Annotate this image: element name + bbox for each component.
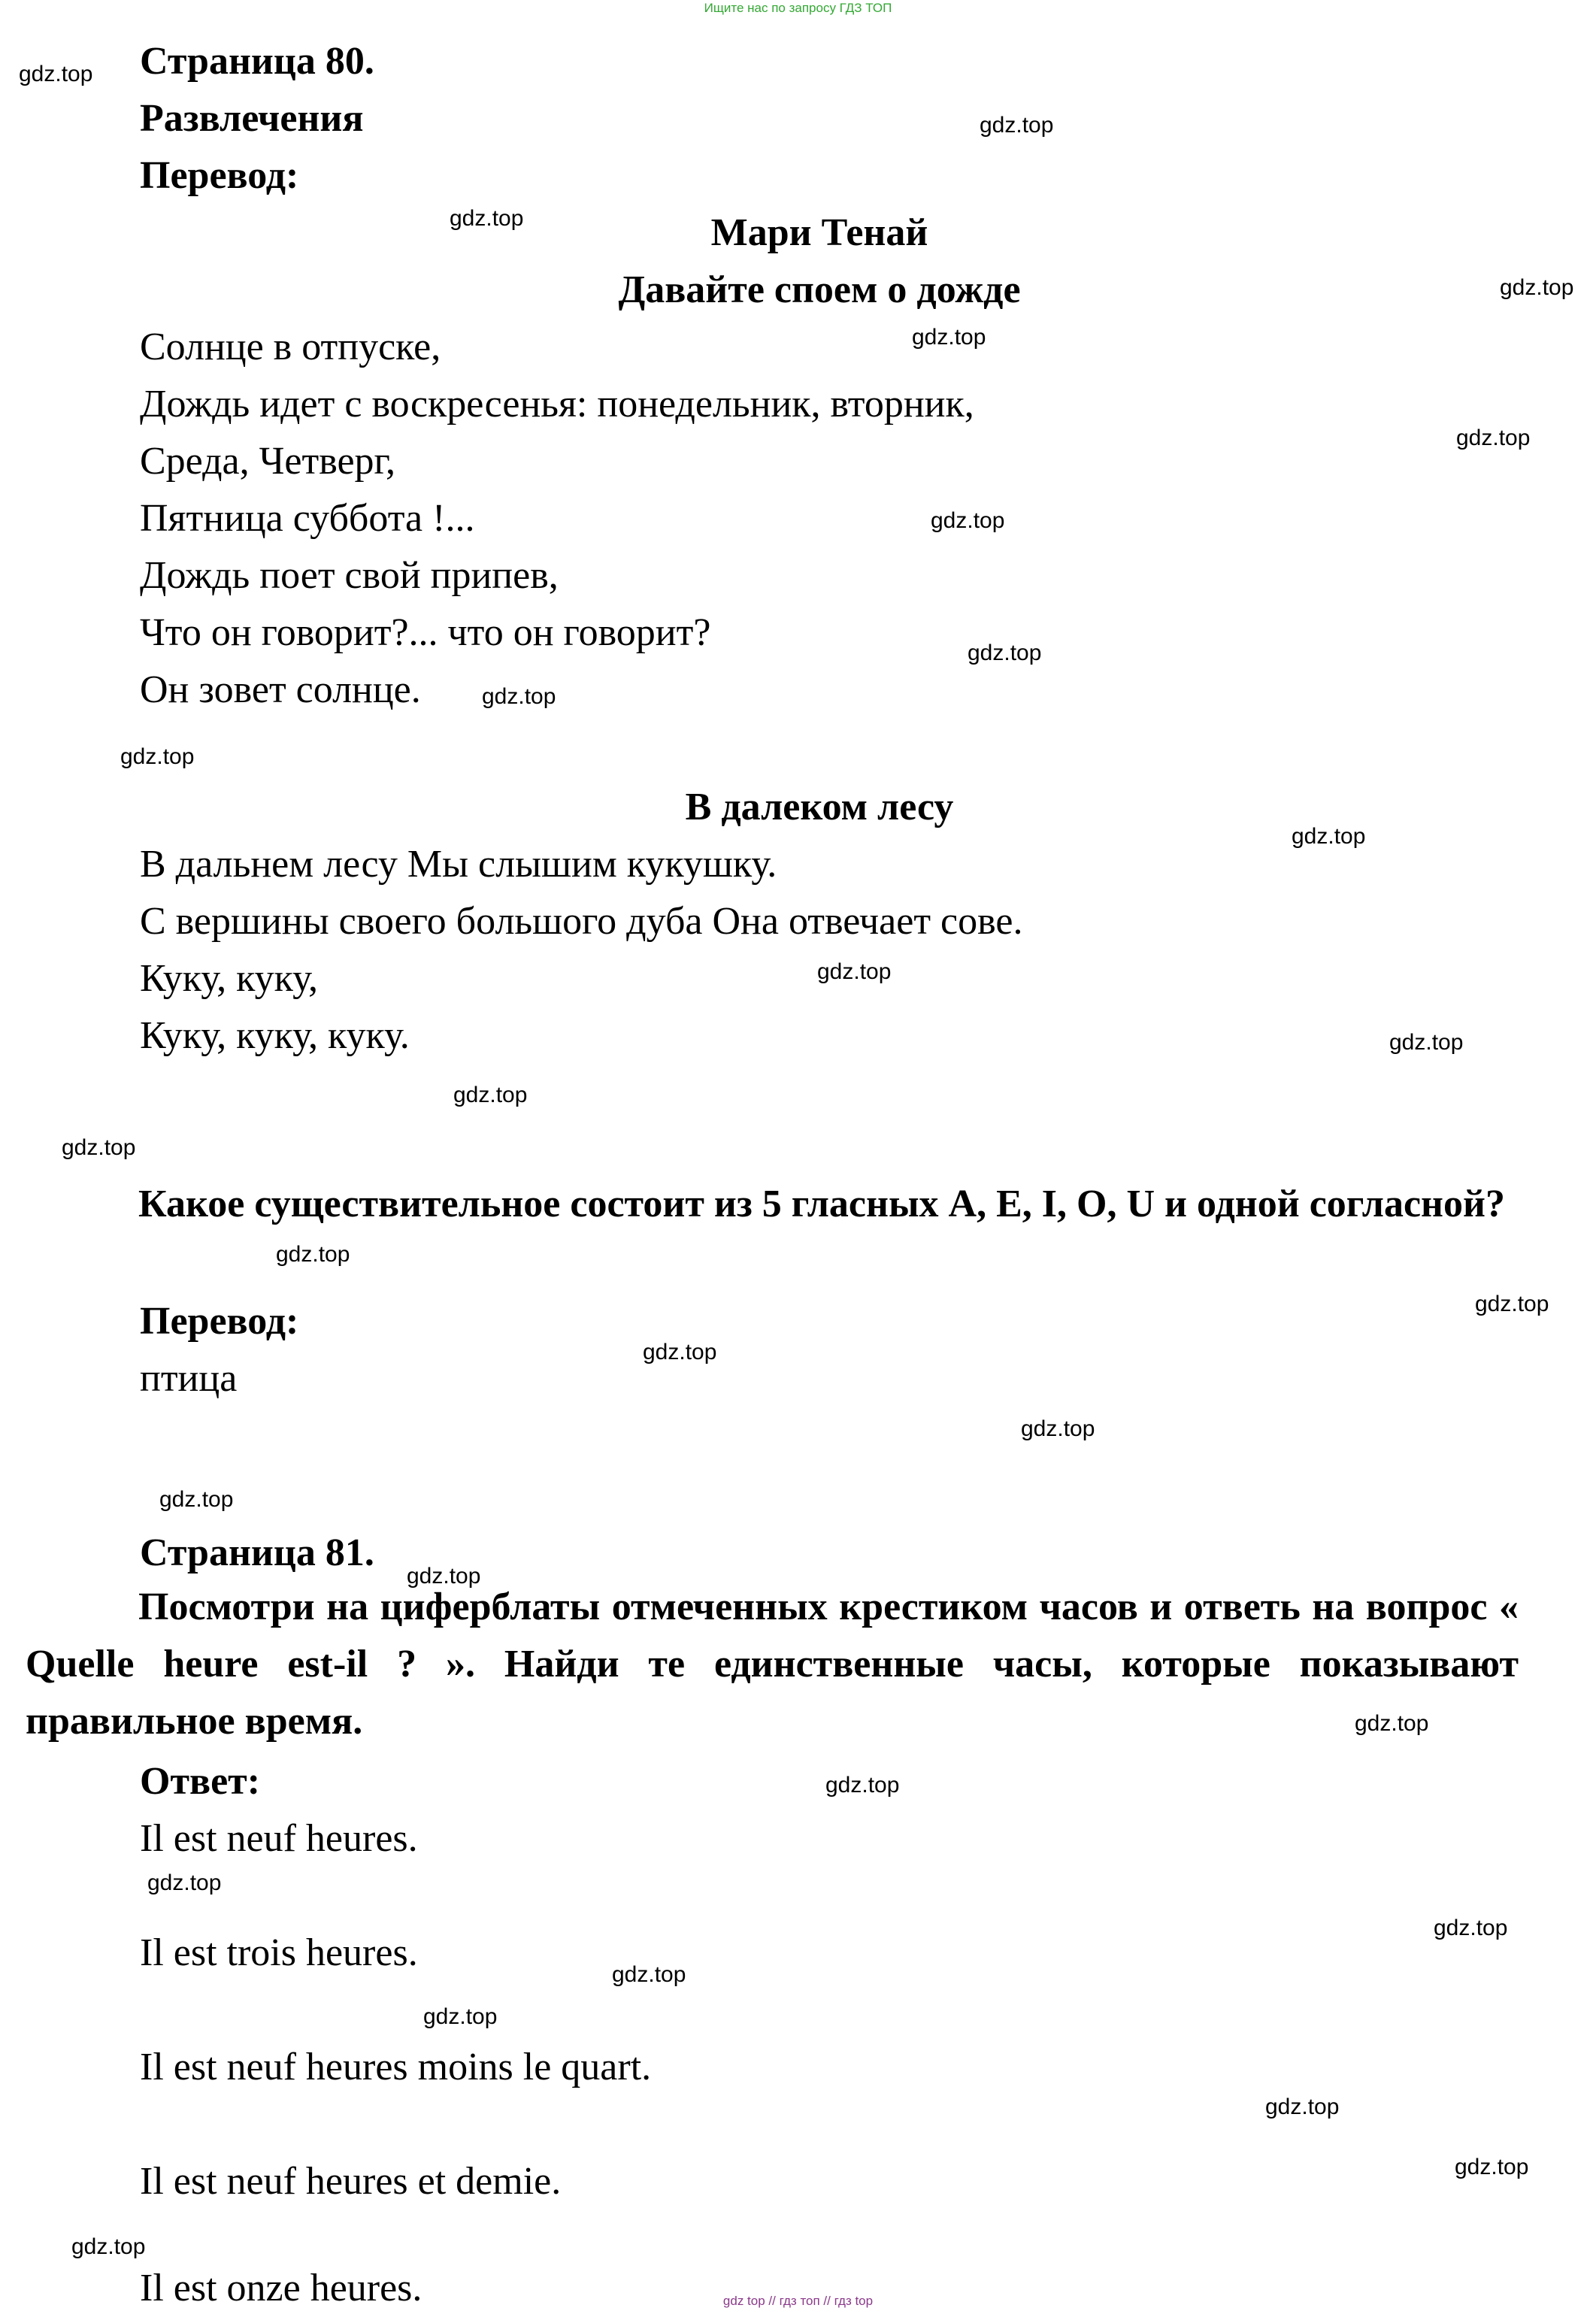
- bottom-banner[interactable]: gdz top // гдз топ // гдз top: [722, 2294, 874, 2308]
- watermark: gdz.top: [1455, 2155, 1529, 2179]
- watermark: gdz.top: [968, 641, 1042, 665]
- watermark: gdz.top: [1355, 1711, 1429, 1736]
- watermark: gdz.top: [1021, 1416, 1095, 1441]
- poem2-line: Куку, куку, куку.: [140, 1014, 410, 1057]
- poem1-line: Он зовет солнце.: [140, 668, 421, 711]
- watermark: gdz.top: [276, 1242, 350, 1267]
- top-search-banner[interactable]: Ищите нас по запросу ГДЗ ТОП: [704, 1, 892, 15]
- section-title: Развлечения: [140, 97, 364, 140]
- poem1-line: Дождь поет свой припев,: [140, 554, 559, 597]
- watermark: gdz.top: [931, 508, 1005, 533]
- page-80-heading: Страница 80.: [140, 40, 374, 83]
- watermark: gdz.top: [450, 206, 524, 231]
- riddle-translation-label: Перевод:: [140, 1300, 299, 1343]
- watermark: gdz.top: [1292, 824, 1366, 849]
- watermark: gdz.top: [1434, 1916, 1508, 1940]
- answer-line: Il est trois heures.: [140, 1931, 418, 1974]
- poem1-line: Среда, Четверг,: [140, 440, 396, 483]
- watermark: gdz.top: [643, 1340, 717, 1364]
- poem1-line: Что он говорит?... что он говорит?: [140, 611, 711, 654]
- poem1-title: Давайте споем о дожде: [618, 268, 1021, 311]
- watermark: gdz.top: [482, 684, 556, 709]
- answer-line: Il est neuf heures et demie.: [140, 2160, 562, 2203]
- answer-line: Il est neuf heures moins le quart.: [140, 2046, 652, 2088]
- watermark: gdz.top: [1500, 275, 1574, 300]
- watermark: gdz.top: [19, 62, 93, 86]
- watermark: gdz.top: [62, 1135, 136, 1160]
- answer-line: Il est onze heures.: [140, 2267, 422, 2309]
- watermark: gdz.top: [1456, 426, 1531, 450]
- poem2-line: С вершины своего большого дуба Она отвечает сове.: [140, 900, 1023, 943]
- watermark: gdz.top: [825, 1773, 900, 1798]
- poem1-line: Солнце в отпуске,: [140, 326, 441, 368]
- poem1-line: Пятница суббота !...: [140, 497, 475, 540]
- poem2-title: В далеком лесу: [685, 786, 954, 828]
- watermark: gdz.top: [980, 113, 1054, 138]
- task-text: Посмотри на циферблаты отмеченных крестиком часов и ответь на вопрос « Quelle heure est-il ? ». Найди те единственные часы, которые показывают правильное время.: [26, 1586, 1519, 1743]
- watermark: gdz.top: [423, 2004, 498, 2029]
- watermark: gdz.top: [1265, 2094, 1340, 2119]
- poem1-author: Мари Тенай: [710, 211, 928, 254]
- watermark: gdz.top: [612, 1962, 686, 1987]
- watermark: gdz.top: [71, 2234, 146, 2259]
- watermark: gdz.top: [407, 1564, 481, 1589]
- poem1-line: Дождь идет с воскресенья: понедельник, вторник,: [140, 383, 974, 426]
- watermark: gdz.top: [1475, 1292, 1549, 1316]
- watermark: gdz.top: [817, 959, 892, 984]
- watermark: gdz.top: [120, 744, 195, 769]
- answer-line: Il est neuf heures.: [140, 1817, 418, 1860]
- watermark: gdz.top: [147, 1870, 222, 1895]
- poem2-line: Куку, куку,: [140, 957, 318, 1000]
- watermark: gdz.top: [453, 1083, 528, 1107]
- riddle-answer: птица: [140, 1357, 238, 1400]
- answer-label: Ответ:: [140, 1760, 261, 1803]
- poem2-line: В дальнем лесу Мы слышим кукушку.: [140, 843, 777, 886]
- watermark: gdz.top: [159, 1487, 234, 1512]
- page-81-heading: Страница 81.: [140, 1531, 374, 1574]
- riddle-question: Какое существительное состоит из 5 гласных A, E, I, O, U и одной согласной?: [138, 1183, 1505, 1225]
- watermark: gdz.top: [1389, 1030, 1464, 1055]
- watermark: gdz.top: [912, 325, 986, 350]
- translation-label: Перевод:: [140, 154, 299, 197]
